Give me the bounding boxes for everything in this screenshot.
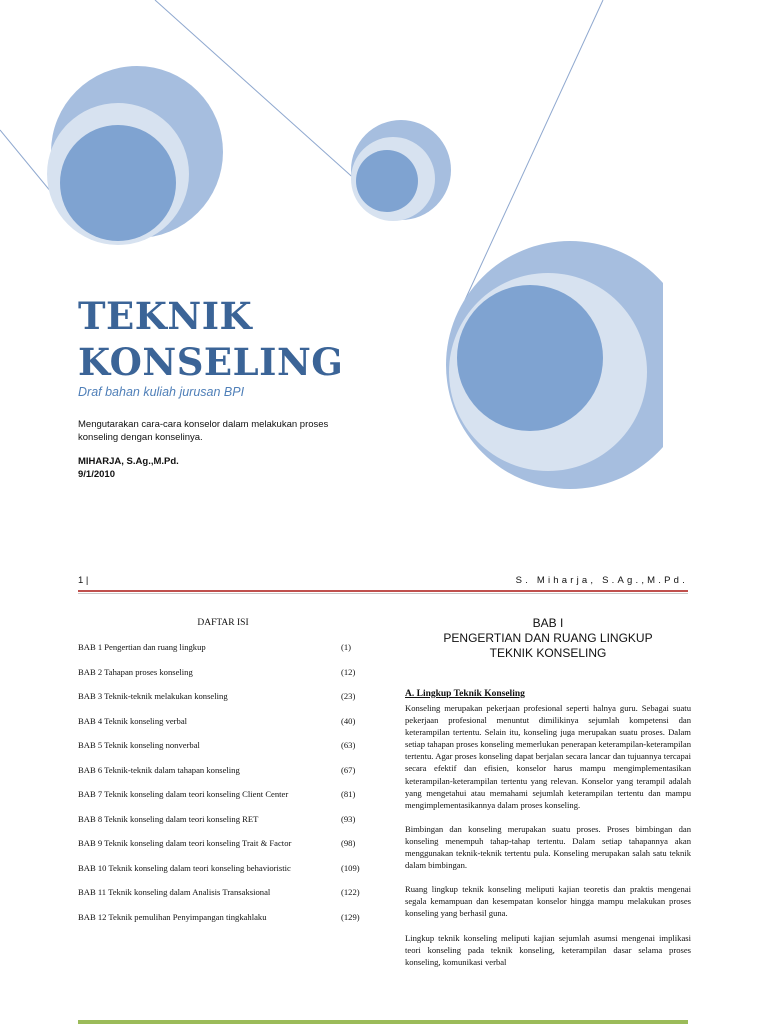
toc-item-page: (23) xyxy=(341,691,356,701)
section-heading: A. Lingkup Teknik Konseling xyxy=(405,689,525,699)
toc-item[interactable] xyxy=(78,789,388,814)
chapter-heading xyxy=(418,616,678,661)
toc-title: DAFTAR ISI xyxy=(197,618,249,628)
right-circle-inner xyxy=(457,285,603,431)
page-header xyxy=(78,575,688,591)
toc-item-page: (63) xyxy=(341,740,356,750)
toc-item-page: (67) xyxy=(341,764,356,775)
toc-item[interactable] xyxy=(78,912,388,937)
document-abstract: Mengutarakan cara-cara konselor dalam melakukan proses konseling dengan konselinya. xyxy=(78,419,329,443)
toc-item-label: BAB 4 Teknik konseling verbal xyxy=(78,715,188,726)
toc-item-page: (40) xyxy=(341,715,356,726)
toc-item-label: BAB 1 Pengertian dan ruang lingkup xyxy=(78,642,206,652)
toc-item[interactable] xyxy=(78,740,388,765)
toc-item-page: (1) xyxy=(341,642,352,652)
toc-item-page: (81) xyxy=(341,789,356,799)
header-rule-shadow xyxy=(78,593,688,594)
toc-item[interactable] xyxy=(78,765,388,790)
toc-item-page: (12) xyxy=(341,666,356,677)
toc-item[interactable] xyxy=(78,716,388,741)
toc-item-label: BAB 2 Tahapan proses konseling xyxy=(78,666,193,677)
page-number: 1 | xyxy=(78,575,89,586)
toc-item[interactable] xyxy=(78,863,388,888)
toc-item-label: BAB 3 Teknik-teknik melakukan konseling xyxy=(78,691,228,701)
author-block xyxy=(78,455,179,481)
body-paragraph: Bimbingan dan konseling merupakan suatu proses. Proses bimbingan dan konseling menempuh tahap-tahap tertentu. Dalam setiap tahapannya akan menggunakan teknik-teknik tertentu pula. Konseling merupakan salah satu teknik dalam bimbingan. xyxy=(405,823,691,871)
small-circle-inner xyxy=(356,150,418,212)
toc-item[interactable] xyxy=(78,667,388,692)
chapter-number: BAB I xyxy=(532,616,564,630)
toc-item-label: BAB 12 Teknik pemulihan Penyimpangan tingkahlaku xyxy=(78,911,267,922)
toc-item[interactable] xyxy=(78,887,388,912)
toc-item-label: BAB 6 Teknik-teknik dalam tahapan konseling xyxy=(78,764,240,775)
toc-item-label: BAB 11 Teknik konseling dalam Analisis Transaksional xyxy=(78,887,271,897)
toc-item-label: BAB 9 Teknik konseling dalam teori konseling Trait & Factor xyxy=(78,838,292,848)
body-paragraph: Ruang lingkup teknik konseling meliputi kajian teoretis dan praktis mengenai segala kemampuan dan kesempatan konselor hingga mampu melakukan proses konseling yang berhasil guna. xyxy=(405,884,691,919)
footer-rule xyxy=(78,1020,688,1024)
header-rule xyxy=(78,590,688,592)
toc-item[interactable] xyxy=(78,814,388,839)
large-circle-inner xyxy=(60,125,176,241)
chapter-title: PENGERTIAN DAN RUANG LINGKUP xyxy=(443,631,653,645)
document-title xyxy=(78,293,343,385)
toc-item-label: BAB 8 Teknik konseling dalam teori konseling RET xyxy=(78,813,259,824)
toc-item-label: BAB 5 Teknik konseling nonverbal xyxy=(78,740,200,750)
body-paragraph: Konseling merupakan pekerjaan profesional seperti halnya guru. Sebagai suatu pekerjaan profesional menuntut dimilikinya sejumlah kompetensi dan keterampilan tertentu. Selain itu, konseling juga merupakan suatu proses. Dalam setiap tahapan proses konseling memerlukan penerapan keterampilan-keterampilan tertentu. Agar proses konseling dapat berjalan secara lancar dan tujuannya tercapai secara efektif dan efisien, konselor harus mampu mengimplementasikan keterampilan-keterampilan tertentu yang relevan. Konselor yang terampil adalah yang mengetahui atau memahami sejumlah keterampilan tertentu dan mampu mengimplementasikannya dalam proses konseling. xyxy=(405,703,691,810)
header-author: S. Miharja, S.Ag.,M.Pd. xyxy=(515,575,688,586)
toc-item-page: (129) xyxy=(341,911,360,922)
toc-item[interactable] xyxy=(78,642,388,667)
table-of-contents xyxy=(78,642,388,936)
body-paragraph: Lingkup teknik konseling meliputi kajian sejumlah asumsi mengenai implikasi teori konseling pada teknik konseling, keterampilan dasar selama proses konseling, komunikasi verbal xyxy=(405,932,691,967)
title-line-1: TEKNIK xyxy=(78,294,253,338)
chapter-subtitle: TEKNIK KONSELING xyxy=(489,646,607,660)
title-line-2: KONSELING xyxy=(78,340,344,384)
toc-item-page: (109) xyxy=(341,862,360,873)
toc-item-label: BAB 10 Teknik konseling dalam teori konseling behavioristic xyxy=(78,862,291,873)
document-date: 9/1/2010 xyxy=(78,469,115,480)
document-subtitle: Draf bahan kuliah jurusan BPI xyxy=(78,385,245,399)
author-name: MIHARJA, S.Ag.,M.Pd. xyxy=(78,456,179,467)
toc-item-page: (93) xyxy=(341,813,356,824)
toc-item-page: (98) xyxy=(341,838,356,848)
toc-item-page: (122) xyxy=(341,887,360,897)
chapter-body xyxy=(405,702,691,1024)
toc-item[interactable] xyxy=(78,691,388,716)
toc-item-label: BAB 7 Teknik konseling dalam teori konseling Client Center xyxy=(78,789,289,799)
toc-item[interactable] xyxy=(78,838,388,863)
